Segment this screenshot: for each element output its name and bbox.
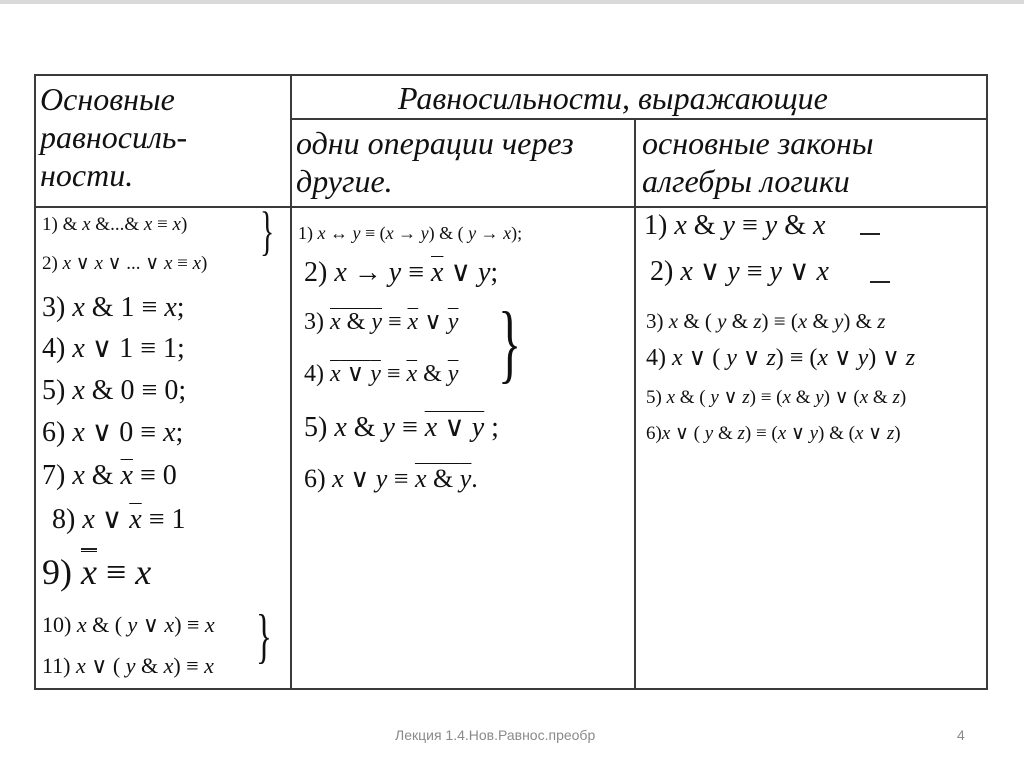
formula-2-4: 4) x ∨ $y \equiv \overline{x}$ & $\overline{y}$ xyxy=(304,361,459,387)
formula-2-6: 6) x ∨ y ≡ x & y. xyxy=(304,464,478,493)
formula-1-4: 4) x ∨ 1 ≡ 1; xyxy=(42,333,185,364)
formula-3-1: 1) x & y ≡ y & x xyxy=(644,210,826,241)
column-divider-2 xyxy=(634,118,636,690)
formula-3-4: 4) x ∨ ( y ∨ z) ≡ (x ∨ y) ∨ z xyxy=(646,345,916,371)
table-border-right xyxy=(986,74,988,690)
brace-1-10-11: } xyxy=(256,603,272,669)
dash-mark-1 xyxy=(860,233,880,235)
top-border xyxy=(0,0,1024,4)
header-divider xyxy=(34,206,988,208)
equivalences-table xyxy=(34,74,988,690)
header-logic-laws xyxy=(642,124,874,200)
header-line: ности. xyxy=(40,157,134,193)
header-line: основные законы xyxy=(642,125,874,161)
formula-1-7: 7) x & $\overline{x} \equiv 0$ xyxy=(42,460,177,491)
subheader-divider xyxy=(290,118,988,120)
formula-1-9: 9) $\overline{x} \equiv x$ xyxy=(42,554,151,590)
formula-3-5: 5) x & ( y ∨ z) ≡ (x & y) ∨ (x & z) xyxy=(646,387,907,408)
formula-2-3: 3) x & $y \equiv \overline{x}$ ∨ $\overline{y}$ xyxy=(304,309,459,335)
table-border-left xyxy=(34,74,36,690)
formula-1-3: 3) x & 1 ≡ x; xyxy=(42,292,185,323)
formula-1-11: 11) x ∨ ( y & x) ≡ x xyxy=(42,653,214,678)
header-basic-equivalences xyxy=(40,80,187,194)
formula-1-6: 6) x ∨ 0 ≡ x; xyxy=(42,417,184,448)
formula-1-1: 1) & x &...& x ≡ x) xyxy=(42,214,188,235)
formula-3-3: 3) x & ( y & z) ≡ (x & y) & z xyxy=(646,309,886,333)
formula-1-2: 2) x ∨ x ∨ ... ∨ x ≡ x) xyxy=(42,253,208,274)
formula-1-5: 5) x & 0 ≡ 0; xyxy=(42,375,187,406)
footer-lecture-title: Лекция 1.4.Нов.Равнос.преобр xyxy=(395,727,596,743)
header-expressing: Равносильности, выражающие xyxy=(398,80,828,116)
formula-2-2: 2) $x \to y \equiv \overline{x}$ ∨ y; xyxy=(304,257,499,288)
column-divider-1 xyxy=(290,74,292,690)
table-border-bottom xyxy=(34,688,988,690)
header-line: Основные xyxy=(40,81,175,117)
formula-2-1: 1) x ↔ y ≡ (x → y) & ( y → x); xyxy=(298,223,523,243)
brace-2-3-4: } xyxy=(498,295,522,392)
header-line: алгебры логики xyxy=(642,163,850,199)
dash-mark-2 xyxy=(870,281,890,283)
brace-1-2: } xyxy=(260,201,275,261)
formula-3-6: 6)x ∨ ( y & z) ≡ (x ∨ y) & (x ∨ z) xyxy=(646,423,901,444)
formula-2-5: 5) x & y ≡ x ∨ y ; xyxy=(304,412,499,443)
table-border-top xyxy=(34,74,988,76)
formula-1-10: 10) x & ( y ∨ x) ≡ x xyxy=(42,612,215,637)
header-line: равносиль- xyxy=(40,119,188,155)
header-line: одни операции через xyxy=(296,125,574,161)
header-operations-via-others xyxy=(296,124,574,200)
header-line: другие. xyxy=(296,163,393,199)
formula-3-2: 2) x ∨ y ≡ y ∨ x xyxy=(650,256,829,287)
formula-1-8: 8) x ∨ $\overline{x} \equiv 1$ xyxy=(52,504,186,535)
page-number: 4 xyxy=(957,727,965,743)
